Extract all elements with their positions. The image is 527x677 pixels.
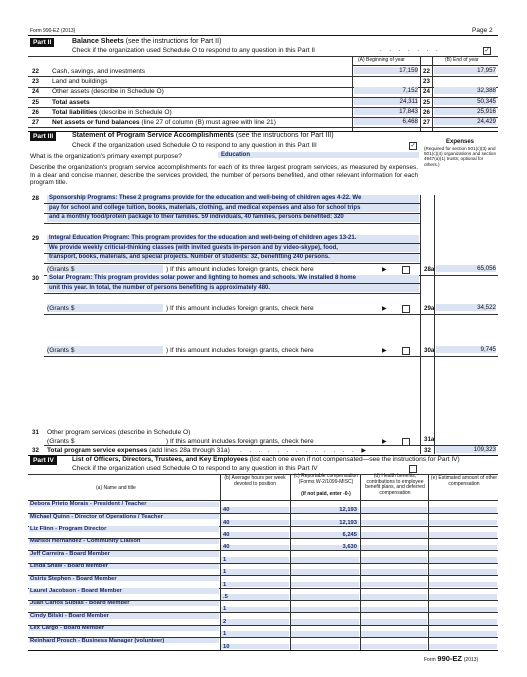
row31-foreign-text: ) If this amount includes foreign grants, check here bbox=[166, 438, 314, 445]
officer-name-title[interactable]: Liz Flinn - Program Director bbox=[30, 526, 107, 532]
officer-comp-fill bbox=[291, 619, 359, 625]
program-number: 28 bbox=[32, 195, 39, 202]
part-ii-row-number: 27 bbox=[32, 119, 39, 126]
part-ii-beginning-value[interactable]: 17,159 bbox=[354, 67, 418, 74]
foreign-grants-checkbox[interactable] bbox=[402, 305, 410, 313]
officer-hours-fill bbox=[221, 619, 289, 625]
part-ii-beginning-value[interactable]: 7,152 bbox=[354, 87, 418, 94]
officer-hours[interactable]: 1 bbox=[223, 631, 227, 638]
officer-benefits-field[interactable] bbox=[361, 507, 427, 513]
officer-other-comp-field[interactable] bbox=[429, 631, 497, 637]
officer-name-title[interactable]: Jeff Carreira - Board Member bbox=[30, 550, 110, 557]
officer-name-title[interactable]: Michael Quinn - Director of Operations / Teacher bbox=[30, 513, 163, 520]
footer-year: (2013) bbox=[463, 657, 479, 663]
officer-benefits-field[interactable] bbox=[361, 594, 427, 600]
officer-name-title[interactable]: Marisol Hernandez - Community Liaison bbox=[30, 538, 141, 545]
part-iv-title-line bbox=[72, 456, 460, 463]
officer-hours-fill bbox=[221, 520, 289, 526]
officer-benefits-field[interactable] bbox=[361, 607, 427, 613]
officer-name-title[interactable]: Juan Carlos Subias - Board Member bbox=[30, 600, 130, 607]
row32-label-rest: (add lines 28a through 31a) bbox=[147, 447, 230, 454]
part-iii-title: Statement of Program Service Accomplishments bbox=[72, 132, 234, 139]
part-iii-schedule-o-checkbox[interactable]: ✓ bbox=[410, 143, 416, 149]
officer-benefits-field[interactable] bbox=[361, 631, 427, 637]
officer-benefits-field[interactable] bbox=[361, 644, 427, 650]
officer-name-title[interactable]: Lex Cargo - Board Member bbox=[30, 625, 105, 632]
part-iv-col-b: (b) Average hours per week devoted to position bbox=[224, 475, 286, 487]
program-number: 29 bbox=[32, 235, 39, 242]
foreign-grants-checkbox[interactable] bbox=[402, 266, 410, 274]
officer-compensation[interactable]: 3,630 bbox=[342, 544, 357, 551]
officer-compensation[interactable]: 12,193 bbox=[339, 519, 357, 526]
row31-grants-label: (Grants $ bbox=[47, 438, 75, 445]
program-line-ref: 30a bbox=[424, 347, 435, 354]
part-iv-col-a: (a) Name and title bbox=[96, 485, 136, 491]
officer-comp-fill bbox=[291, 631, 359, 637]
footer-form-name: 990-EZ bbox=[437, 654, 463, 663]
part-ii-row-label-rest: (line 27 of column (B) must agree with line 21) bbox=[139, 119, 276, 126]
officer-name-title[interactable]: Debora Prieto Morais - President / Teacher bbox=[30, 501, 147, 508]
grants-label: (Grants $ bbox=[47, 266, 75, 273]
program-description-line[interactable]: unit this year. In total, the number of persons benefiting is approximately 480. bbox=[49, 284, 271, 291]
part-ii-beginning-value[interactable]: 17,843 bbox=[354, 108, 418, 115]
program-line-rule bbox=[44, 223, 420, 224]
officer-hours[interactable]: 40 bbox=[223, 507, 230, 514]
part-ii-row-number: 25 bbox=[32, 98, 39, 106]
arrow-icon: ▶ bbox=[382, 267, 387, 273]
part-ii-end-value[interactable]: 50,345 bbox=[434, 98, 496, 105]
grants-label: (Grants $ bbox=[47, 305, 75, 312]
officer-name-title[interactable]: Laurel Jacobson - Board Member bbox=[30, 588, 122, 594]
part-ii-row-label: Cash, savings, and investments bbox=[52, 68, 146, 75]
part-ii-check-text: Check if the organization used Schedule O to respond to any question in this Part II bbox=[72, 47, 316, 54]
officer-benefits-field[interactable] bbox=[361, 569, 427, 575]
part-ii-row-label: Land and buildings bbox=[52, 78, 108, 86]
part-ii-title-rest: (see the instructions for Part II) bbox=[123, 38, 222, 45]
program-number: 30 bbox=[32, 275, 39, 282]
program-description-line[interactable]: Integral Education Program: This program provides for the education and well-being of children ages 13-21. bbox=[49, 235, 357, 241]
part-ii-row-line-ref: 23 bbox=[423, 78, 430, 86]
part-ii-tag: Part II bbox=[30, 38, 54, 47]
part-ii-row-number: 22 bbox=[32, 68, 39, 75]
officer-name-title[interactable]: Osiris Stephen - Board Member bbox=[30, 575, 117, 582]
officer-other-comp-field[interactable] bbox=[429, 594, 497, 600]
foreign-grants-text: ) If this amount includes foreign grants, check here bbox=[166, 305, 314, 312]
form-label: Form 990-EZ (2013) bbox=[30, 28, 76, 34]
officer-hours-fill bbox=[221, 557, 289, 563]
footer-form-prefix: Form bbox=[424, 657, 436, 663]
officer-comp-fill bbox=[291, 644, 359, 650]
part-ii-row-number: 24 bbox=[32, 88, 39, 96]
officer-other-comp-field[interactable] bbox=[429, 619, 497, 625]
program-description-line[interactable]: transport, books, materials, and special projects. Number of students: 32, benefitting 240 persons. bbox=[49, 254, 330, 261]
part-iv-col-d: (d) Health benefits, contributions to employee benefit plans, and deferred compensation bbox=[365, 473, 425, 496]
officer-compensation[interactable]: 6,245 bbox=[342, 532, 357, 538]
part-ii-row-label-line bbox=[52, 119, 276, 126]
officer-hours-fill bbox=[221, 644, 289, 650]
officer-hours-fill bbox=[221, 631, 289, 637]
officer-hours-fill bbox=[221, 594, 289, 600]
program-expense-amount[interactable]: 65,056 bbox=[436, 265, 496, 272]
part-ii-row-rule bbox=[28, 127, 498, 128]
program-description-line[interactable]: Sponsorship Programs: These 2 programs provide for the education and well-being of children ages 4-22. We bbox=[49, 195, 362, 201]
part-ii-end-value[interactable]: 24,429 bbox=[434, 118, 496, 125]
foreign-grants-text: ) If this amount includes foreign grants, check here bbox=[166, 266, 314, 273]
part-ii-col-a-header: (A) Beginning of year bbox=[358, 57, 405, 63]
part-ii-end-value[interactable]: 25,916 bbox=[434, 108, 496, 115]
part-ii-beginning-value[interactable]: 6,468 bbox=[354, 118, 418, 125]
program-expense-amount[interactable]: 9,745 bbox=[436, 346, 496, 353]
officer-other-comp-field[interactable] bbox=[429, 520, 497, 526]
officer-hours[interactable]: .5 bbox=[223, 594, 228, 600]
officer-benefits-field[interactable] bbox=[361, 520, 427, 526]
part-ii-row-line-ref: 25 bbox=[423, 98, 430, 106]
officer-other-comp-field[interactable] bbox=[429, 569, 497, 575]
part-ii-row-label-line bbox=[52, 88, 164, 95]
part-ii-row-label-line bbox=[52, 99, 90, 106]
officer-hours[interactable]: 1 bbox=[223, 581, 227, 588]
part-iii-tag: Part III bbox=[30, 132, 56, 141]
officer-hours[interactable]: 40 bbox=[223, 544, 230, 551]
officer-hours-fill bbox=[221, 582, 289, 588]
officer-hours-fill bbox=[221, 532, 289, 538]
foreign-grants-checkbox[interactable] bbox=[402, 347, 410, 355]
part-iv-check-text: Check if the organization used Schedule O to respond to any question in this Part IV bbox=[72, 465, 318, 472]
program-grants-rule bbox=[44, 314, 498, 315]
program-expense-amount[interactable]: 34,522 bbox=[436, 304, 496, 311]
officer-benefits-field[interactable] bbox=[361, 619, 427, 625]
part-ii-row-label: Total assets bbox=[52, 98, 90, 106]
officer-benefits-field[interactable] bbox=[361, 582, 427, 588]
officer-other-comp-field[interactable] bbox=[429, 545, 497, 551]
officer-benefits-field[interactable] bbox=[361, 532, 427, 538]
program-describe-text: Describe the organization's program service accomplishments for each of its three largest program services, as measured by expenses. In a clear and concise manner, describe the services provided, the number of persons benefited, and other relevant information for each program title. bbox=[30, 164, 418, 187]
officer-comp-fill bbox=[291, 607, 359, 613]
part-ii-schedule-o-checkbox[interactable]: ✓ bbox=[484, 48, 490, 54]
part-ii-row-label: Total liabilities bbox=[52, 108, 98, 116]
officer-hours[interactable]: 1 bbox=[223, 556, 227, 563]
part-ii-title: Balance Sheets bbox=[72, 38, 124, 45]
primary-purpose-answer[interactable]: Education bbox=[218, 152, 419, 158]
part-ii-row-label-line bbox=[52, 68, 145, 75]
officer-name-title[interactable]: Cindy Bilski - Board Member bbox=[30, 612, 109, 619]
program-line-rule bbox=[44, 293, 420, 294]
officer-other-comp-field[interactable] bbox=[429, 644, 497, 650]
arrow-icon: ▶ bbox=[382, 348, 387, 354]
part-iv-title-rest: (list each one even if not compensated—see the instructions for Part IV) bbox=[247, 456, 460, 463]
row32-amount[interactable]: 109,323 bbox=[436, 446, 496, 453]
officer-hours[interactable]: 40 bbox=[223, 519, 230, 526]
program-description-line[interactable]: Solar Program: This program provides solar power and lighting to homes and schools. We installed 8 home bbox=[49, 275, 356, 281]
program-description-line[interactable]: pay for school and college tuition, books, materials, clothing, and medical expenses and also for school trips bbox=[49, 204, 361, 211]
part-iv-schedule-o-checkbox[interactable] bbox=[409, 465, 417, 473]
part-ii-row-line-ref: 22 bbox=[423, 68, 430, 75]
primary-purpose-question: What is the organization's primary exempt purpose? bbox=[30, 153, 182, 160]
officer-hours[interactable]: 1 bbox=[223, 606, 227, 613]
officer-benefits-field[interactable] bbox=[361, 557, 427, 563]
program-line-ref: 28a bbox=[424, 266, 435, 273]
officer-hours-fill bbox=[221, 607, 289, 613]
foreign-grants-text: ) If this amount includes foreign grants, check here bbox=[166, 347, 314, 354]
part-ii-row-label-line bbox=[52, 109, 172, 116]
arrow-icon: ▶ bbox=[382, 306, 387, 312]
grants-label: (Grants $ bbox=[47, 347, 75, 354]
officer-name-title[interactable]: Linda Shaw - Board Member bbox=[30, 563, 108, 570]
part-iv-col-c2: (if not paid, enter -0-) bbox=[301, 491, 351, 497]
row32-line-ref: 32 bbox=[424, 447, 431, 454]
officer-other-comp-field[interactable] bbox=[429, 532, 497, 538]
row31-line-ref: 31a bbox=[424, 436, 435, 443]
program-description-line[interactable]: We provide weekly criticial-thinking classes (with invited guests in-person and by video-skype), food, bbox=[49, 244, 338, 251]
part-iii-title-line bbox=[72, 132, 334, 139]
part-ii-end-value[interactable]: 32,388 bbox=[434, 87, 496, 94]
officer-hours[interactable]: 2 bbox=[223, 618, 227, 625]
row32-label: Total program service expenses bbox=[47, 447, 148, 454]
part-ii-row-number: 26 bbox=[32, 108, 39, 116]
part-ii-end-value[interactable]: 17,957 bbox=[434, 67, 496, 74]
officer-other-comp-field[interactable] bbox=[429, 607, 497, 613]
part-iii-check-text: Check if the organization used Schedule O to respond to any question in this Part III bbox=[72, 142, 317, 149]
officer-comp-fill bbox=[291, 594, 359, 600]
officer-comp-fill bbox=[291, 557, 359, 563]
officer-compensation[interactable]: 12,193 bbox=[339, 507, 357, 514]
part-iv-tag: Part IV bbox=[30, 456, 57, 465]
row31-number: 31 bbox=[32, 429, 39, 436]
officer-hours-fill bbox=[221, 507, 289, 513]
expenses-note: (Required for section 501(c)(3) and 501(c)(4) organizations and section 4947(a)(1) trusts; optional for others.) bbox=[424, 146, 497, 167]
officer-hours[interactable]: 40 bbox=[223, 532, 230, 538]
part-iii-title-rest: (see the instructions for Part III) bbox=[233, 132, 334, 139]
officer-name-title[interactable]: Reinhard Prosch - Business Manager (volunteer) bbox=[30, 637, 165, 644]
row31-label: Other program services (describe in Schedule O) bbox=[47, 429, 191, 436]
program-line-rule bbox=[44, 263, 420, 264]
part-iv-title: List of Officers, Directors, Trustees, and Key Employees bbox=[72, 456, 248, 463]
officer-other-comp-field[interactable] bbox=[429, 582, 497, 588]
officer-hours[interactable]: 1 bbox=[223, 569, 227, 576]
footer-form-ref bbox=[424, 654, 478, 663]
expenses-heading: Expenses bbox=[446, 139, 475, 145]
part-ii-row-line-ref: 27 bbox=[423, 119, 430, 126]
officer-other-comp-field[interactable] bbox=[429, 557, 497, 563]
program-description-line[interactable]: and a monthly food/protein package to their families. 59 individuals, 40 families, persons benefited: 320 bbox=[49, 214, 344, 221]
part-iv-col-c1: (c) Reportable compensation (Forms W-2/1099-MISC) bbox=[293, 473, 359, 485]
officer-comp-fill bbox=[291, 582, 359, 588]
row32-label-line bbox=[47, 447, 230, 454]
officer-hours[interactable]: 10 bbox=[223, 643, 230, 650]
program-grants-rule bbox=[44, 356, 498, 357]
part-ii-row-line-ref: 26 bbox=[423, 108, 430, 116]
part-ii-col-b-header: (B) End of year bbox=[445, 57, 479, 63]
officer-other-comp-field[interactable] bbox=[429, 507, 497, 513]
officer-benefits-field[interactable] bbox=[361, 545, 427, 551]
part-ii-title-line bbox=[72, 38, 221, 45]
officer-hours-fill bbox=[221, 545, 289, 551]
part-ii-row-label: Net assets or fund balances bbox=[52, 119, 140, 126]
program-line-ref: 29a bbox=[424, 305, 435, 312]
officer-hours-fill bbox=[221, 569, 289, 575]
part-ii-row-line-ref: 24 bbox=[423, 88, 430, 96]
part-ii-beginning-value[interactable]: 24,311 bbox=[354, 98, 418, 105]
row32-number: 32 bbox=[32, 447, 39, 454]
part-ii-row-number: 23 bbox=[32, 78, 39, 86]
part-ii-row-label-rest: (describe in Schedule O) bbox=[97, 108, 172, 116]
page-label: Page 2 bbox=[472, 27, 493, 34]
part-ii-row-label: Other assets (describe in Schedule O) bbox=[52, 88, 164, 96]
officer-comp-fill bbox=[291, 569, 359, 575]
part-ii-row-label-line bbox=[52, 78, 107, 85]
part-iv-col-e: (e) Estimated amount of other compensation bbox=[430, 475, 498, 487]
